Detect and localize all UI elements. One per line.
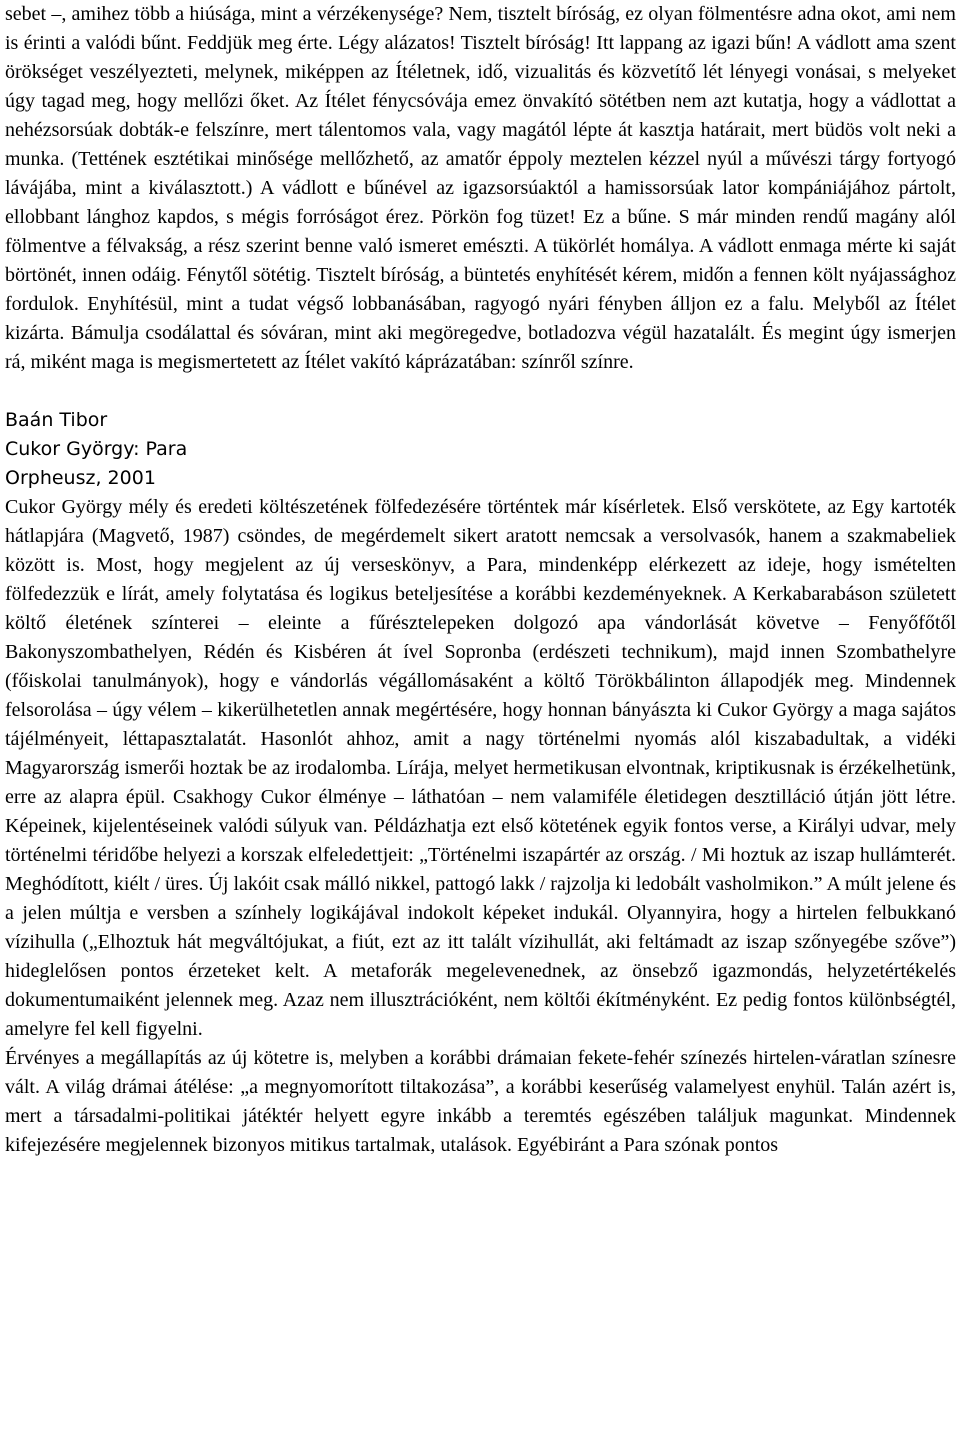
section-spacer (5, 377, 956, 406)
review-author: Baán Tibor (5, 409, 108, 431)
review-paragraph: Érvényes a megállapítás az új kötetre is, melyben a korábbi drámaian fekete-fehér színezés hirtelen-váratlan színesre vált. A világ drámai átélése: „a megnyomorított tiltakozása”, a korábbi keserűség valamelyest enyhül. Talán azért is, mert a társadalmi-politikai játéktér helyett egyre inkább a teremtés egészében találjuk magunkat. Mindennek kifejezésére megjelennek bizonyos mitikus tartalmak, utalások. Egyébiránt a Para szónak pontos (5, 1047, 956, 1156)
document-page (5, 0, 956, 1160)
review-publisher: Orpheusz, 2001 (5, 467, 156, 489)
review-paragraph: Cukor György mély és eredeti költészetének fölfedezésére történtek már kísérletek. Első verskötete, az Egy kartoték hátlapjára (Magvető, 1987) csöndes, de megérdemelt sikert aratott nemcsak a versolvasók, hanem a szakmabeliek között is. Most, hogy megjelent az új verseskönyv, a Para, mindenképp elérkezett az ideje, hogy ismételten fölfedezzük e lírát, amely folytatása és logikus beteljesítése a korábbi kezdeményeknek. A Kerkabarabáson született költő életének színterei – eleinte a fűrésztelepeken dolgozó apa vándorlását követve – Fenyőfőtől Bakonyszombathelyen, Rédén és Kisbéren át ível Sopronba (erdészeti technikum), majd innen Szombathelyre (főiskolai tanulmányok), hogy e vándorlás végállomásaként a költő Törökbálinton állapodjék meg. Mindennek felsorolása – úgy vélem – kikerülhetetlen annak megértésére, hogy honnan bányászta ki Cukor György a maga sajátos tájélményeit, léttapasztalatát. Hasonlót ahhoz, amit a nagy történelmi nyomás alól kiszabadultak, a vidéki Magyarország ismerői hoztak be az irodalomba. Lírája, melyet hermetikusan elvontnak, kriptikusnak is érzékelhetünk, erre az alapra épül. Csakhogy Cukor élménye – láthatóan – nem valamiféle életidegen desztilláció útján jött létre. Képeinek, kijelentéseinek valódi súlyuk van. Példázhatja ezt első kötetének egyik fontos verse, a Királyi udvar, mely történelmi téridőbe helyezi a korszak elfeledettjeit: „Történelmi iszapártér az ország. / Mi hoztuk az iszap hullámterét. Meghódított, kiélt / üres. Új lakóit csak málló nikkel, pattogó lakk / rajzolja ki ledobált vasholmikon.” A múlt jelene és a jelen múltja e versben a színhely logikájával indokolt képeket indukál. Olyannyira, hogy a hirtelen felbukkanó vízihulla („Elhoztuk hát megváltójukat, a fiút, ezt az itt talált vízihullát, aki feltámadt az iszap szőnyegébe szőve”) hideglelősen pontos érzeteket kelt. A metaforák megelevenednek, az önsebző igazmondás, helyzetértékelés dokumentumaiként jelennek meg. Azaz nem illusztrációként, nem költői ékítményként. Ez pedig fontos különbségtél, amelyre fel kell figyelni. (5, 496, 956, 1040)
essay-closing-paragraph: sebet –, amihez több a hiúsága, mint a vérzékenysége? Nem, tisztelt bíróság, ez olyan fölmentésre adna okot, ami nem is érinti a valódi bűnt. Feddjük meg érte. Légy alázatos! Tisztelt bíróság! Itt lappang az igazi bűn! A vádlott ama szent örökséget veszélyezteti, melynek, miképpen az Ítéletnek, idő, vizualitás és közvetítő lét lényegi vonásai, s melyeket úgy tagad meg, hogy mellőzi őket. Az Ítélet fénycsóvája emez önvakító sötétben nem azt kutatja, hogy a vádlottat a nehézsorsúak dobták-e felszínre, mert tálentomos vala, vagy magától lépte át kasztja határait, mert büdös volt neki a munka. (Tettének esztétikai minősége mellőzhető, az amatőr éppoly meztelen kézzel nyúl a művészi tárgy fortyogó lávájába, mint a kiválasztott.) A vádlott e bűnével az igazsorsúaktól a hamissorsúak lator kompániájához pártolt, ellobbant lánghoz kapdos, s mégis forróságot érez. Pörkön fog tüzet! Ez a bűne. S már minden rendű magány alól fölmentve a félvakság, a rész szerint benne való ismeret emészti. A tükörlét homálya. A vádlott enmaga mérte ki saját börtönét, innen odáig. Fénytől sötétig. Tisztelt bíróság, a büntetés enyhítését kérem, midőn a fennen költ nyájassághoz fordulok. Enyhítésül, mint a tudat végső lobbanásában, ragyogó nyári fényben álljon ez a falu. Melyből az Ítélet kizárta. Bámulja csodálattal és sóváran, mint aki megöregedve, botladozva végül hazatalált. És megint úgy ismerjen rá, miként maga is megismertetett az Ítélet vakító káprázatában: színről színre. (5, 3, 956, 373)
review-book-title: Cukor György: Para (5, 438, 188, 460)
